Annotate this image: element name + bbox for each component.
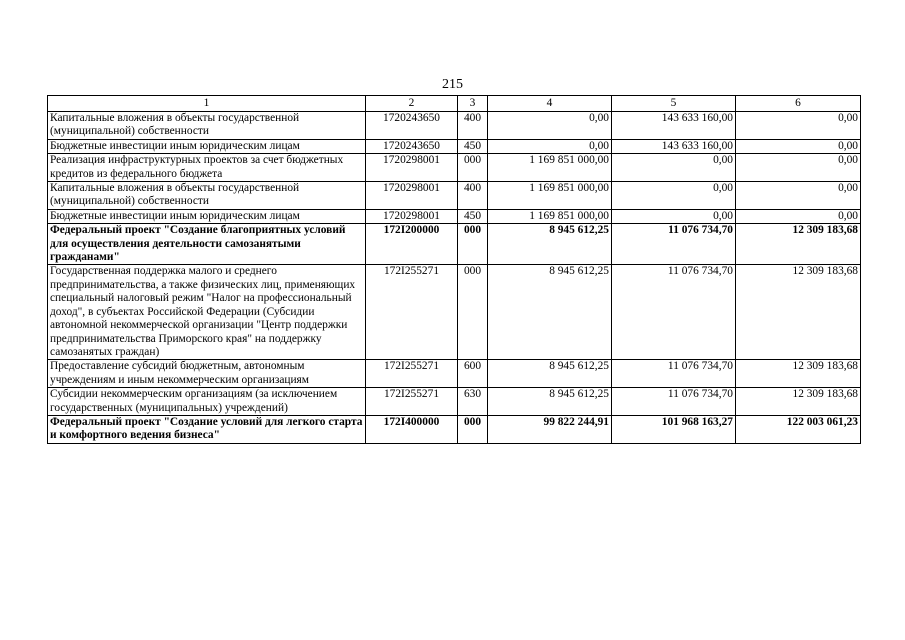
budget-table [47,95,861,444]
row-name: Капитальные вложения в объекты государственной (муниципальной) собственности [48,182,366,210]
expense-type-code: 400 [458,182,488,210]
expense-type-code: 450 [458,139,488,153]
table-row [48,209,861,223]
column-number-4: 4 [488,96,612,112]
table-row [48,112,861,140]
row-name: Бюджетные инвестиции иным юридическим лицам [48,139,366,153]
target-article-code: 1720298001 [366,154,458,182]
amount-col5: 11 076 734,70 [612,388,736,416]
expense-type-code: 000 [458,224,488,265]
amount-col5: 0,00 [612,154,736,182]
table-row [48,182,861,210]
amount-col6: 0,00 [736,209,861,223]
amount-col4: 8 945 612,25 [488,265,612,360]
amount-col6: 0,00 [736,112,861,140]
amount-col5: 101 968 163,27 [612,415,736,443]
expense-type-code: 000 [458,154,488,182]
row-name: Федеральный проект "Создание благоприятных условий для осуществления деятельности самозанятыми гражданами" [48,224,366,265]
row-name: Предоставление субсидий бюджетным, автономным учреждениям и иным некоммерческим организациям [48,360,366,388]
expense-type-code: 000 [458,415,488,443]
target-article-code: 1720243650 [366,112,458,140]
table-row-federal-project [48,415,861,443]
table-row [48,154,861,182]
target-article-code: 1720243650 [366,139,458,153]
amount-col4: 1 169 851 000,00 [488,154,612,182]
amount-col4: 0,00 [488,139,612,153]
amount-col6: 122 003 061,23 [736,415,861,443]
row-name: Реализация инфраструктурных проектов за счет бюджетных кредитов из федерального бюджета [48,154,366,182]
target-article-code: 172I200000 [366,224,458,265]
amount-col4: 1 169 851 000,00 [488,182,612,210]
amount-col5: 0,00 [612,209,736,223]
amount-col4: 8 945 612,25 [488,224,612,265]
column-number-2: 2 [366,96,458,112]
target-article-code: 172I400000 [366,415,458,443]
amount-col4: 0,00 [488,112,612,140]
amount-col4: 99 822 244,91 [488,415,612,443]
amount-col6: 12 309 183,68 [736,388,861,416]
amount-col5: 143 633 160,00 [612,112,736,140]
target-article-code: 172I255271 [366,388,458,416]
table-row [48,360,861,388]
amount-col6: 12 309 183,68 [736,224,861,265]
column-number-5: 5 [612,96,736,112]
expense-type-code: 450 [458,209,488,223]
amount-col6: 0,00 [736,182,861,210]
amount-col5: 11 076 734,70 [612,360,736,388]
row-name: Бюджетные инвестиции иным юридическим лицам [48,209,366,223]
column-number-6: 6 [736,96,861,112]
amount-col6: 0,00 [736,139,861,153]
table-row [48,265,861,360]
amount-col4: 8 945 612,25 [488,388,612,416]
row-name: Капитальные вложения в объекты государственной (муниципальной) собственности [48,112,366,140]
amount-col5: 143 633 160,00 [612,139,736,153]
expense-type-code: 400 [458,112,488,140]
amount-col4: 8 945 612,25 [488,360,612,388]
amount-col4: 1 169 851 000,00 [488,209,612,223]
row-name: Государственная поддержка малого и среднего предпринимательства, а также физических лиц, применяющих специальный налоговый режим "Налог на профессиональный доход", в субъектах Российской Федерации (Субсидии автономной некоммерческой организации "Центр поддержки предпринимательства Приморского края" на поддержку самозанятых граждан) [48,265,366,360]
table-row [48,388,861,416]
row-name: Федеральный проект "Создание условий для легкого старта и комфортного ведения бизнеса" [48,415,366,443]
amount-col6: 12 309 183,68 [736,265,861,360]
target-article-code: 1720298001 [366,209,458,223]
column-number-1: 1 [48,96,366,112]
amount-col5: 11 076 734,70 [612,265,736,360]
expense-type-code: 600 [458,360,488,388]
target-article-code: 1720298001 [366,182,458,210]
column-number-row [48,96,861,112]
amount-col6: 12 309 183,68 [736,360,861,388]
amount-col6: 0,00 [736,154,861,182]
target-article-code: 172I255271 [366,360,458,388]
expense-type-code: 630 [458,388,488,416]
table-row [48,139,861,153]
amount-col5: 0,00 [612,182,736,210]
amount-col5: 11 076 734,70 [612,224,736,265]
table-row-federal-project [48,224,861,265]
expense-type-code: 000 [458,265,488,360]
target-article-code: 172I255271 [366,265,458,360]
column-number-3: 3 [458,96,488,112]
row-name: Субсидии некоммерческим организациям (за исключением государственных (муниципальных) учреждений) [48,388,366,416]
page-number: 215 [442,77,463,92]
